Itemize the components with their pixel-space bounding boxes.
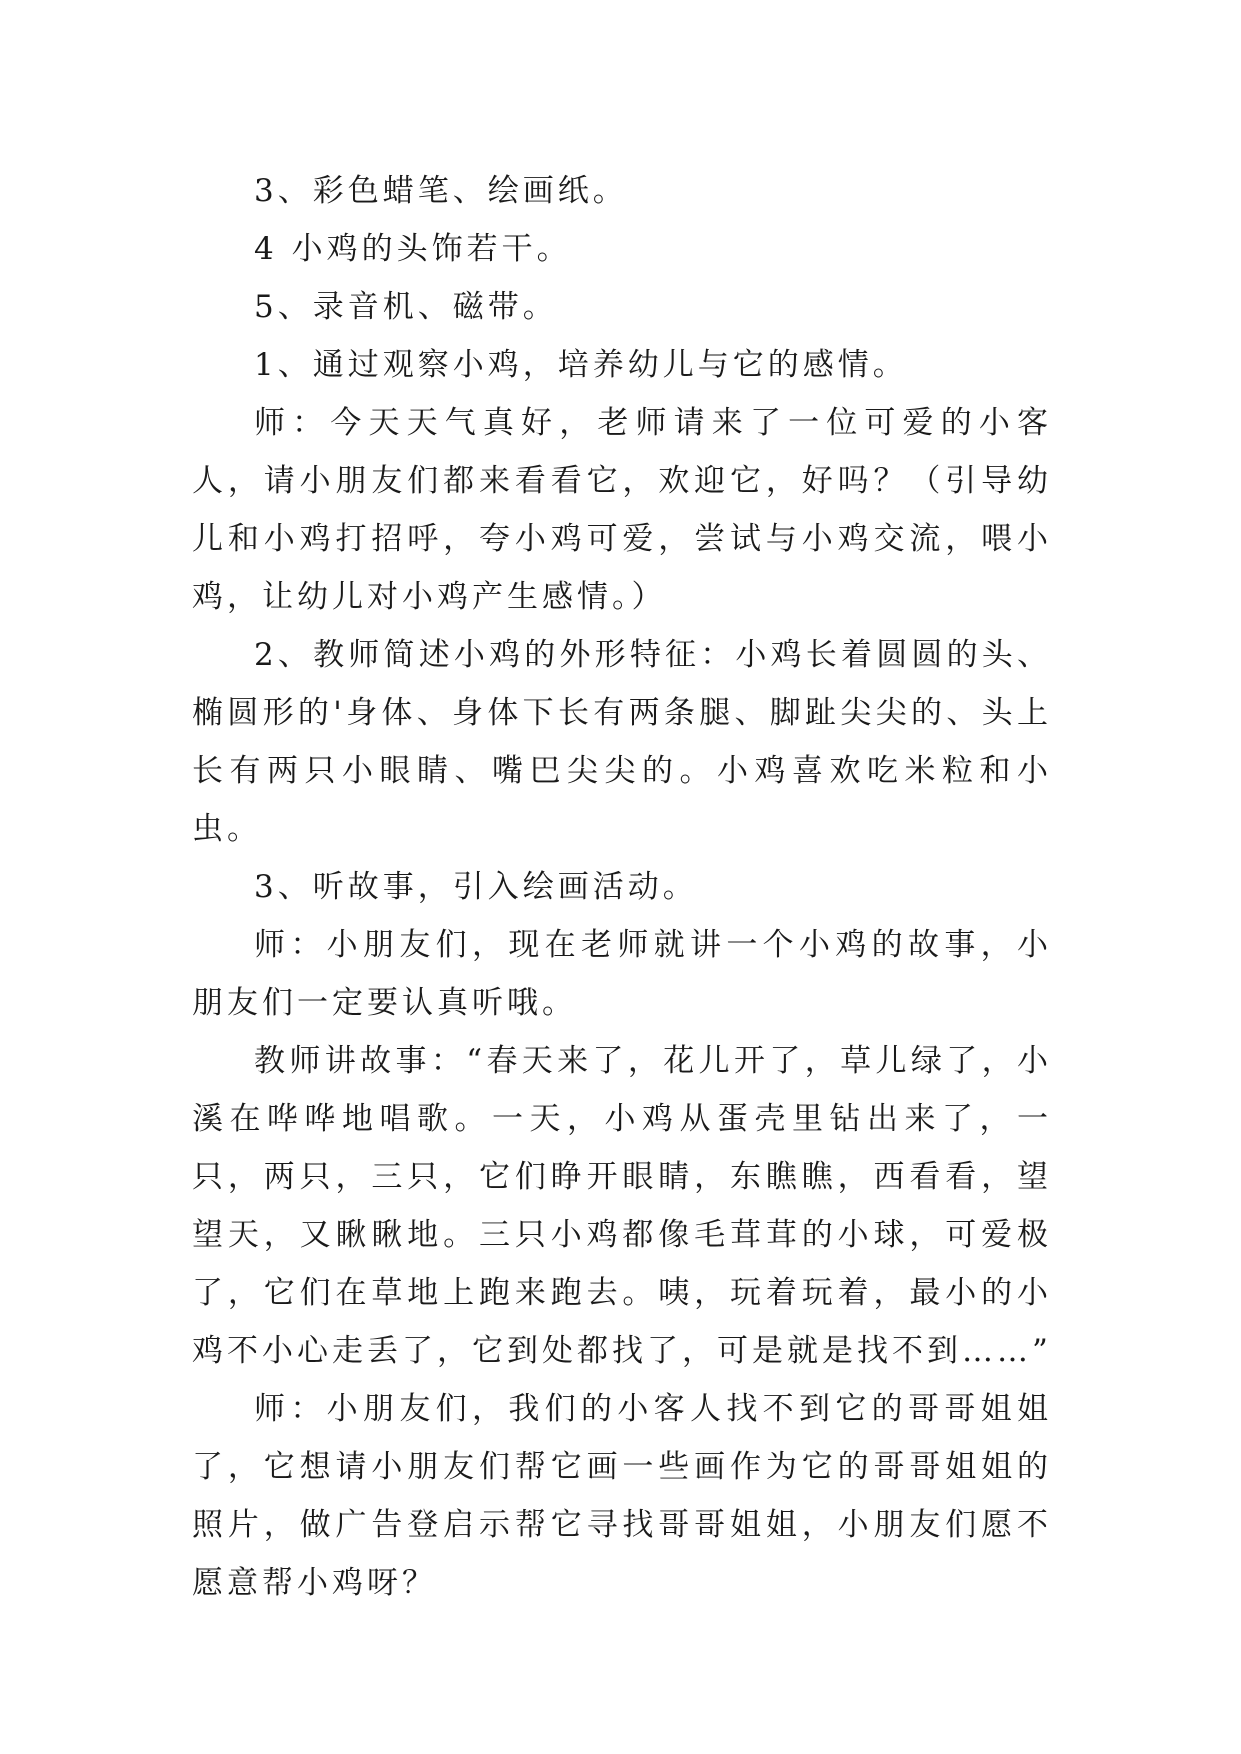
document-body (192, 162, 1052, 1612)
paragraph-step-story: 3、听故事，引入绘画活动。 (254, 869, 698, 905)
paragraph-teacher-intro: 师：今天天气真好，老师请来了一位可爱的小客人，请小朋友们都来看看它，欢迎它，好吗？（引导幼儿和小鸡打招呼，夸小鸡可爱，尝试与小鸡交流，喂小鸡，让幼儿对小鸡产生感情。） (192, 405, 1052, 615)
paragraph-step-observe: 1、通过观察小鸡，培养幼儿与它的感情。 (254, 347, 908, 383)
paragraph-teacher-request: 师：小朋友们，我们的小客人找不到它的哥哥姐姐了，它想请小朋友们帮它画一些画作为它的哥哥姐姐的照片，做广告登启示帮它寻找哥哥姐姐，小朋友们愿不愿意帮小鸡呀？ (192, 1391, 1052, 1601)
paragraph-step-features: 2、教师简述小鸡的外形特征：小鸡长着圆圆的头、椭圆形的'身体、身体下长有两条腿、脚趾尖尖的、头上长有两只小眼睛、嘴巴尖尖的。小鸡喜欢吃米粒和小虫。 (192, 637, 1052, 847)
paragraph-materials-crayons: 3、彩色蜡笔、绘画纸。 (254, 173, 628, 209)
paragraph-materials-headwear: 4 小鸡的头饰若干。 (254, 231, 572, 267)
paragraph-story-text: 教师讲故事：“春天来了，花儿开了，草儿绿了，小溪在哗哗地唱歌。一天，小鸡从蛋壳里钻出来了，一只，两只，三只，它们睁开眼睛，东瞧瞧，西看看，望望天，又瞅瞅地。三只小鸡都像毛茸茸的小球，可爱极了，它们在草地上跑来跑去。咦，玩着玩着，最小的小鸡不小心走丢了，它到处都找了，可是就是找不到……” (192, 1043, 1052, 1369)
paragraph-materials-recorder: 5、录音机、磁带。 (254, 289, 558, 325)
paragraph-teacher-story-intro: 师：小朋友们，现在老师就讲一个小鸡的故事，小朋友们一定要认真听哦。 (192, 927, 1052, 1021)
